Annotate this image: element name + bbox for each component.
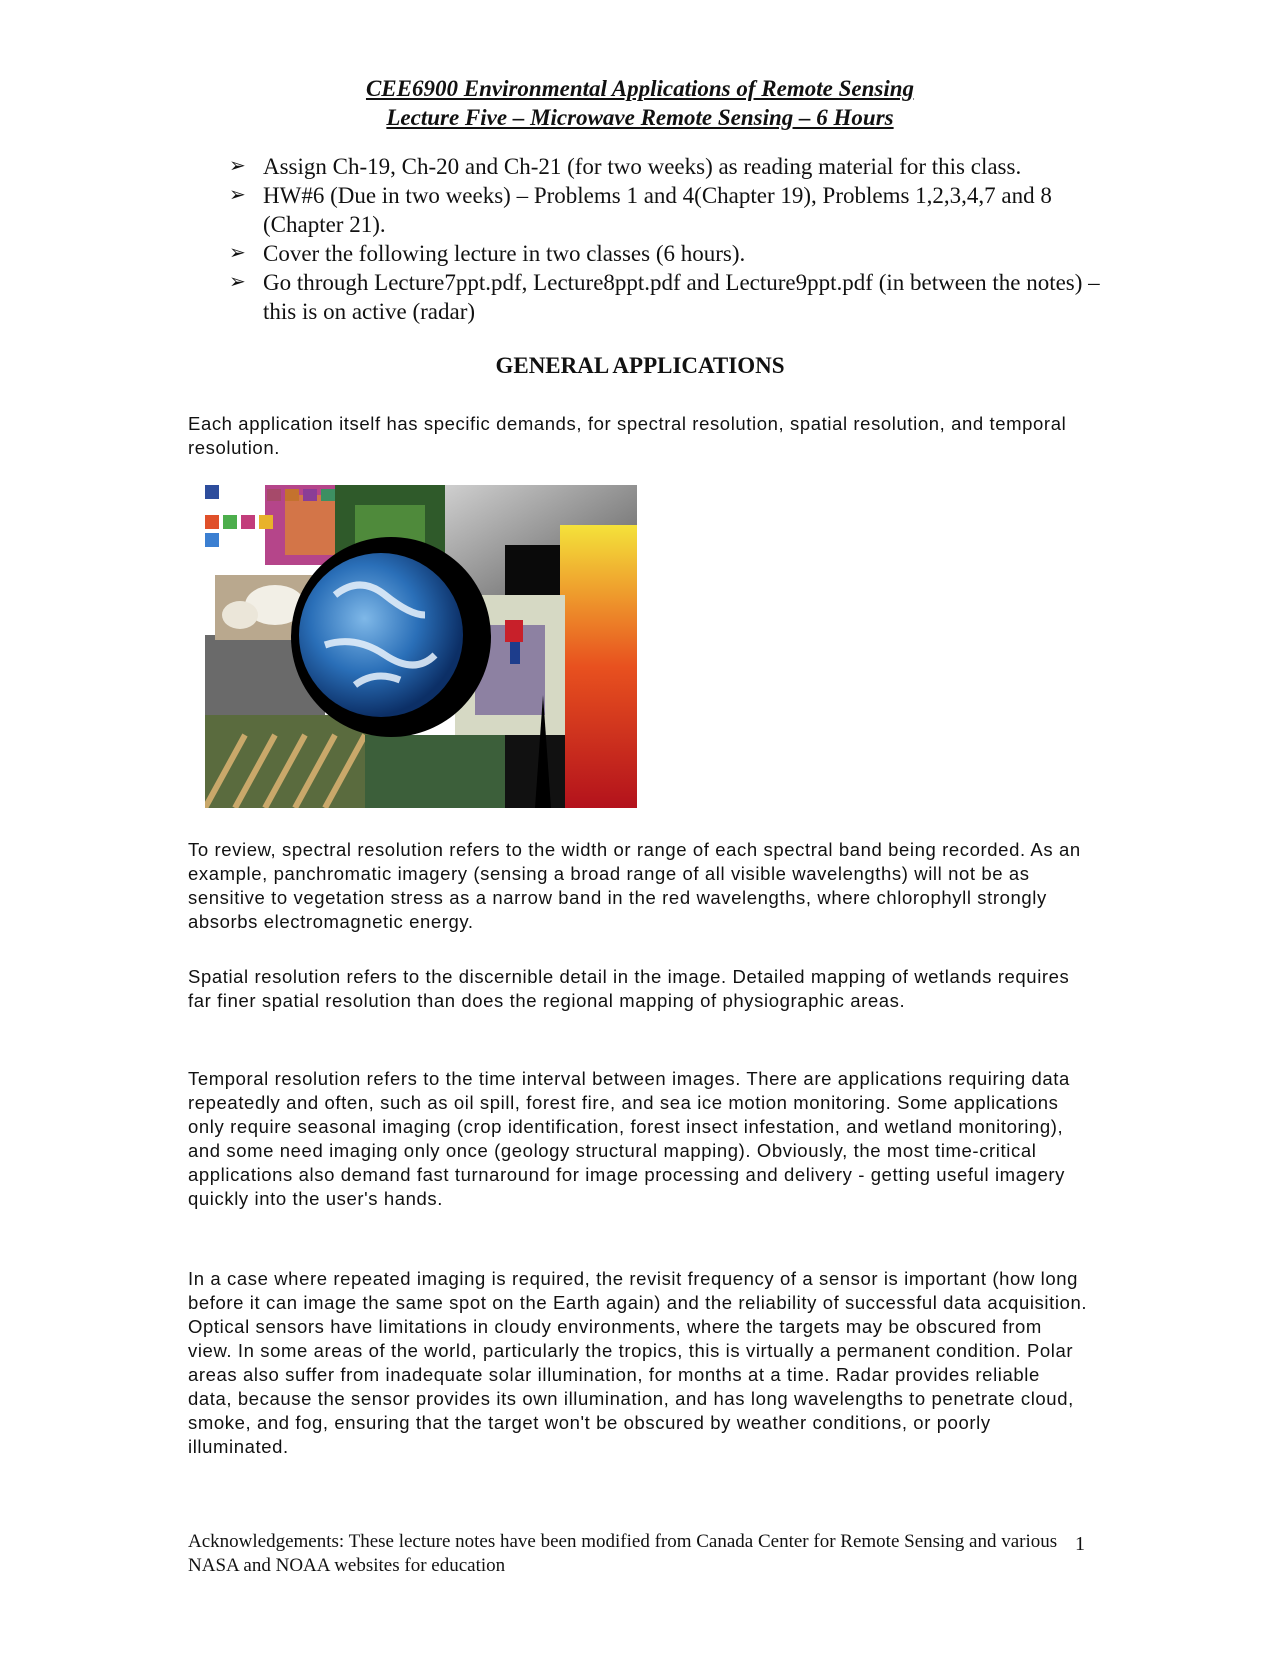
spectral-resolution-paragraph: To review, spectral resolution refers to the width or range of each spectral band being recorded. As an example, panchromatic imagery (sensing a broad range of all visible wavelengths) will not be as sensitive to vegetation stress as a narrow band in the red wavelengths, where chlorophyll strongly absorbs electromagnetic energy. [188,839,1081,932]
list-item-text: Assign Ch-19, Ch-20 and Ch-21 (for two weeks) as reading material for this class. [263,154,1022,179]
list-item [229,268,1109,326]
arrow-bullet-icon: ➢ [229,184,246,206]
arrow-bullet-icon: ➢ [229,155,246,177]
assignment-list [229,152,1109,326]
list-item [229,152,1109,181]
revisit-frequency-paragraph: In a case where repeated imaging is required, the revisit frequency of a sensor is important (how long before it can image the same spot on the Earth again) and the reliability of successful data acquisition. Optical sensors have limitations in cloudy environments, where the targets may be obscured from view. In some areas of the world, particularly the tropics, this is virtually a permanent condition. Polar areas also suffer from inadequate solar illumination, for months at a time. Radar provides reliable data, because the sensor provides its own illumination, and has long wavelengths to penetrate cloud, smoke, and fog, ensuring that the target won't be obscured by weather conditions, or poorly illuminated. [188,1268,1088,1457]
course-title: CEE6900 Environmental Applications of Remote Sensing [365,76,915,101]
section-heading: GENERAL APPLICATIONS [495,353,785,378]
remote-sensing-collage-image [205,485,637,808]
temporal-resolution-paragraph: Temporal resolution refers to the time interval between images. There are applications requiring data repeatedly and often, such as oil spill, forest fire, and sea ice motion monitoring. Some applications only require seasonal imaging (crop identification, forest insect infestation, and wetland monitoring), and some need imaging only once (geology structural mapping). Obviously, the most time-critical applications also demand fast turnaround for image processing and delivery - getting useful imagery quickly into the user's hands. [188,1068,1070,1209]
list-item [229,181,1109,239]
list-item-text: Cover the following lecture in two classes (6 hours). [263,241,746,266]
spatial-resolution-paragraph: Spatial resolution refers to the discernible detail in the image. Detailed mapping of wetlands requires far finer spatial resolution than does the regional mapping of physiographic areas. [188,966,1070,1011]
arrow-bullet-icon: ➢ [229,242,246,264]
arrow-bullet-icon: ➢ [229,271,246,293]
intro-paragraph: Each application itself has specific demands, for spectral resolution, spatial resolution, and temporal resolution. [188,413,1067,458]
page-number: 1 [1075,1533,1085,1555]
list-item [229,239,1109,268]
list-item-text: HW#6 (Due in two weeks) – Problems 1 and 4(Chapter 19), Problems 1,2,3,4,7 and 8 (Chapter 21). [263,183,1052,237]
acknowledgement-footer: Acknowledgements: These lecture notes have been modified from Canada Center for Remote Sensing and various NASA and NOAA websites for education [188,1531,1058,1576]
lecture-title: Lecture Five – Microwave Remote Sensing – 6 Hours [386,105,894,130]
list-item-text: Go through Lecture7ppt.pdf, Lecture8ppt.pdf and Lecture9ppt.pdf (in between the notes) – this is on active (radar) [263,270,1100,324]
